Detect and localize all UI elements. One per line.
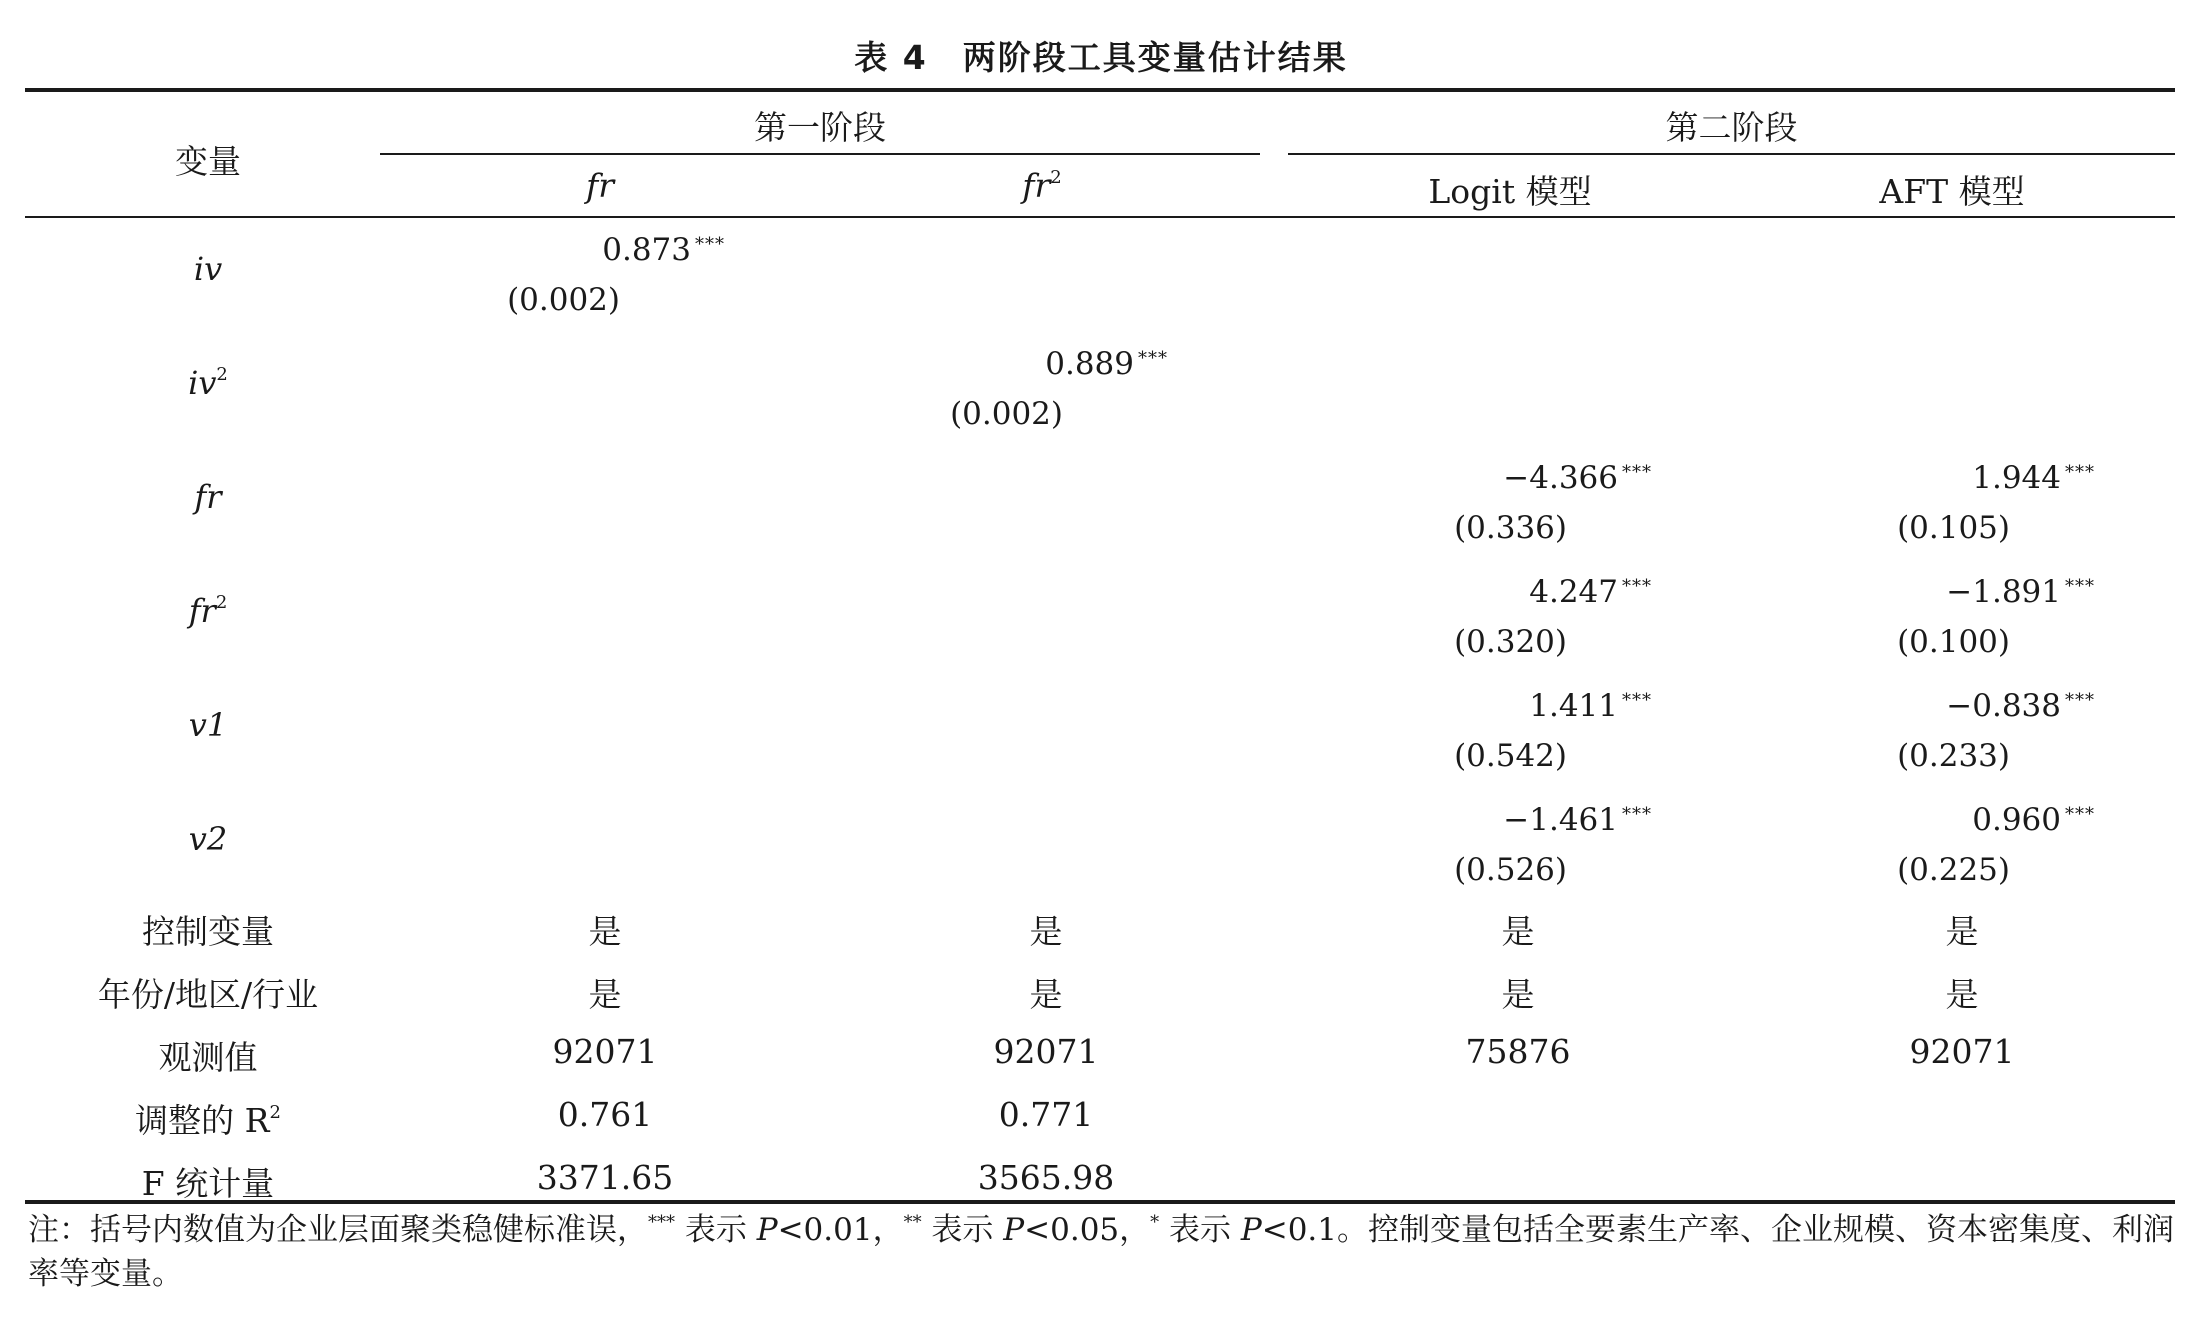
summary-row-label: 年份/地区/行业 xyxy=(97,975,319,1014)
standard-error-cell: (0.002) xyxy=(950,396,1063,432)
summary-row-label: 调整的 $R^2$ xyxy=(135,1101,281,1140)
coefficient-cell: −1.891 *** xyxy=(1946,574,2095,610)
summary-cell: 是 xyxy=(1501,912,1535,951)
header-col-fr: fr xyxy=(586,166,614,205)
summary-cell: 92071 xyxy=(552,1032,658,1071)
header-stage1: 第一阶段 xyxy=(754,108,886,147)
summary-row-label: 控制变量 xyxy=(142,912,274,951)
standard-error-cell: (0.225) xyxy=(1897,852,2010,888)
standard-error-cell: (0.542) xyxy=(1454,738,1567,774)
row-variable-label: iv xyxy=(193,250,223,288)
coefficient-cell: 1.411 *** xyxy=(1529,688,1652,724)
coefficient-cell: 4.247 *** xyxy=(1529,574,1652,610)
coefficient-cell: −0.838 *** xyxy=(1946,688,2095,724)
summary-cell: 是 xyxy=(588,975,622,1014)
summary-cell: 0.761 xyxy=(557,1095,653,1134)
summary-row-label: F 统计量 xyxy=(141,1164,275,1203)
header-stage2: 第二阶段 xyxy=(1665,108,1798,147)
coefficient-cell: −1.461 *** xyxy=(1503,802,1652,838)
coefficient-cell: −4.366 *** xyxy=(1503,460,1652,496)
top-rule xyxy=(25,88,2175,92)
standard-error-cell: (0.320) xyxy=(1454,624,1567,660)
table-title: 表 4 两阶段工具变量估计结果 xyxy=(854,38,1348,77)
row-variable-label: $fr^2$ xyxy=(188,592,228,630)
summary-cell: 是 xyxy=(588,912,622,951)
header-col-logit: Logit 模型 xyxy=(1428,172,1592,211)
summary-cell: 是 xyxy=(1029,912,1063,951)
header-variable: 变量 xyxy=(175,142,241,181)
stage1-rule xyxy=(380,153,1260,155)
coefficient-cell: 0.873 *** xyxy=(602,232,725,268)
coefficient-cell: 1.944 *** xyxy=(1972,460,2095,496)
summary-cell: 0.771 xyxy=(998,1095,1094,1134)
standard-error-cell: (0.105) xyxy=(1897,510,2010,546)
header-rule xyxy=(25,216,2175,218)
summary-cell: 3565.98 xyxy=(977,1158,1115,1197)
row-variable-label: $iv^2$ xyxy=(188,364,228,402)
summary-cell: 75876 xyxy=(1465,1032,1571,1071)
standard-error-cell: (0.002) xyxy=(507,282,620,318)
row-variable-label: fr xyxy=(194,478,222,516)
coefficient-cell: 0.889 *** xyxy=(1045,346,1168,382)
summary-cell: 是 xyxy=(1945,975,1979,1014)
summary-row-label: 观测值 xyxy=(158,1038,258,1077)
row-variable-label: v2 xyxy=(188,820,228,858)
standard-error-cell: (0.100) xyxy=(1897,624,2010,660)
header-col-aft: AFT 模型 xyxy=(1879,172,2025,211)
summary-cell: 是 xyxy=(1029,975,1063,1014)
row-variable-label: v1 xyxy=(188,706,228,744)
header-col-fr2: $fr^2$ xyxy=(1022,166,1062,205)
summary-cell: 是 xyxy=(1501,975,1535,1014)
coefficient-cell: 0.960 *** xyxy=(1972,802,2095,838)
standard-error-cell: (0.336) xyxy=(1454,510,1567,546)
summary-cell: 是 xyxy=(1945,912,1979,951)
summary-cell: 3371.65 xyxy=(536,1158,674,1197)
standard-error-cell: (0.233) xyxy=(1897,738,2010,774)
stage2-rule xyxy=(1288,153,2175,155)
summary-cell: 92071 xyxy=(993,1032,1099,1071)
table-note: 注：括号内数值为企业层面聚类稳健标准误，*** 表示 P<0.01，** 表示 P<0.05，* 表示 P<0.1。控制变量包括全要素生产率、企业规模、资本密集度、利润率等变量。 xyxy=(28,1212,2175,1292)
standard-error-cell: (0.526) xyxy=(1454,852,1567,888)
summary-cell: 92071 xyxy=(1909,1032,2015,1071)
